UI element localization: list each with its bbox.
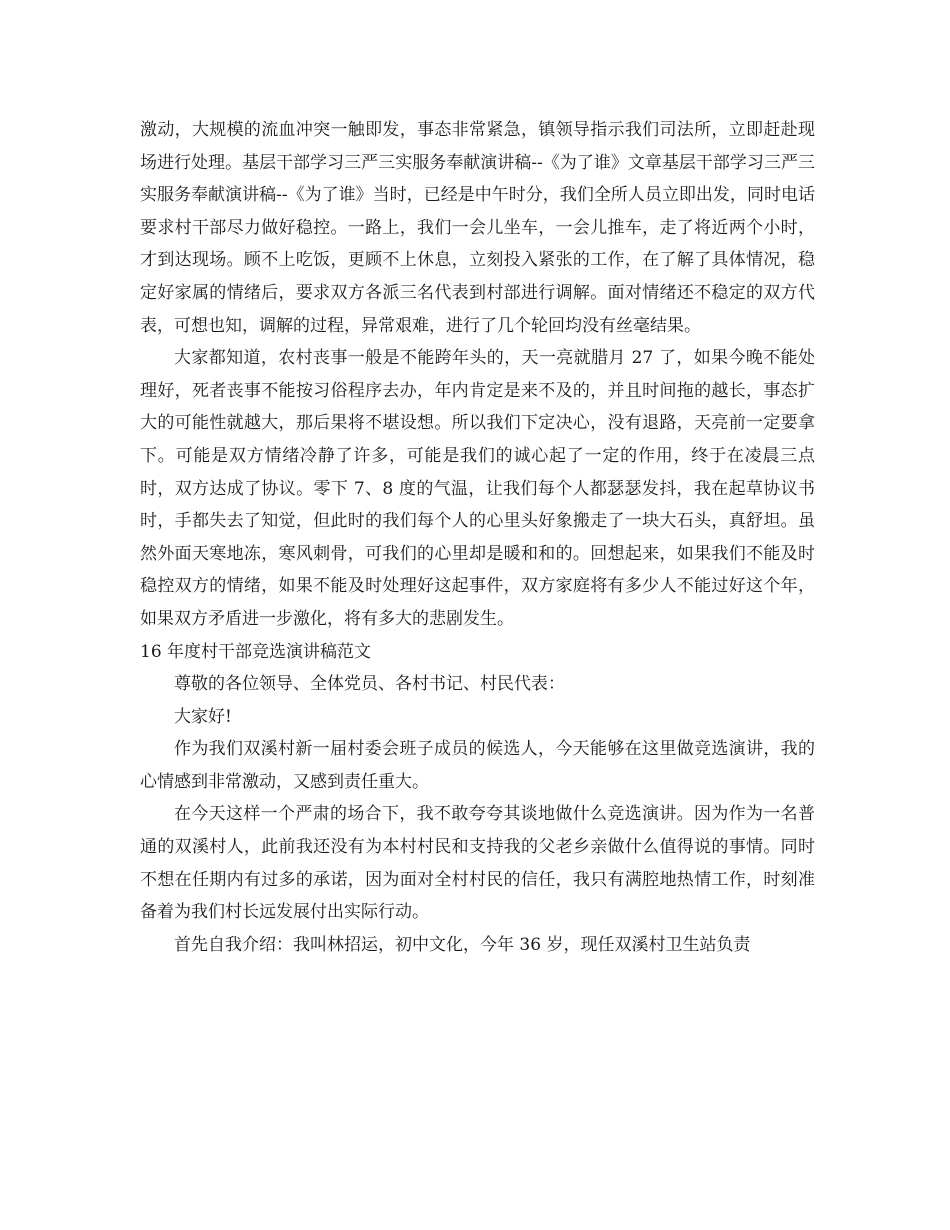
speech-greeting: 大家好!: [174, 706, 232, 727]
speech-paragraph-candidate: 作为我们双溪村新一届村委会班子成员的候选人，今天能够在这里做竞选演讲，我的心情感到非常激动，又感到责任重大。: [140, 739, 815, 792]
paragraph-mediation-account: 激动，大规模的流血冲突一触即发，事态非常紧急，镇领导指示我们司法所，立即赶赴现场进行处理。基层干部学习三严三实服务奉献演讲稿--《为了谁》文章基层干部学习三严三实服务奉献演讲稿--《为了谁》当时，已经是中午时分，我们全所人员立即出发，同时电话要求村干部尽力做好稳控。一路上，我们一会儿坐车，一会儿推车，走了将近两个小时，才到达现场。顾不上吃饭，更顾不上休息，立刻投入紧张的工作，在了解了具体情况，稳定好家属的情绪后，要求双方各派三名代表到村部进行调解。面对情绪还不稳定的双方代表，可想也知，调解的过程，异常艰难，进行了几个轮回均没有丝毫结果。: [140, 120, 815, 336]
paragraph-agreement-reached: 大家都知道，农村丧事一般是不能跨年头的，天一亮就腊月 27 了，如果今晚不能处理好，死者丧事不能按习俗程序去办，年内肯定是来不及的，并且时间拖的越长，事态扩大的可能性就越大，那后果将不堪设想。所以我们下定决心，没有退路，天亮前一定要拿下。可能是双方情绪冷静了许多，可能是我们的诚心起了一定的作用，终于在凌晨三点时，双方达成了协议。零下 7、8 度的气温，让我们每个人都瑟瑟发抖，我在起草协议书时，手都失去了知觉，但此时的我们每个人的心里头好象搬走了一块大石头，真舒坦。虽然外面天寒地冻，寒风刺骨，可我们的心里却是暖和和的。回想起来，如果我们不能及时稳控双方的情绪，如果不能及时处理好这起事件，双方家庭将有多少人不能过好这个年，如果双方矛盾进一步激化，将有多大的悲剧发生。: [140, 348, 815, 629]
speech-salutation: 尊敬的各位领导、全体党员、各村书记、村民代表：: [174, 674, 565, 695]
section-heading: 16 年度村干部竞选演讲稿范文: [140, 641, 372, 662]
speech-paragraph-self-intro: 首先自我介绍：我叫林招运，初中文化，今年 36 岁，现任双溪村卫生站负责: [174, 934, 751, 955]
document-body: [140, 114, 815, 961]
speech-paragraph-humility: 在今天这样一个严肃的场合下，我不敢夸夸其谈地做什么竞选演讲。因为作为一名普通的双溪村人，此前我还没有为本村村民和支持我的父老乡亲做什么值得说的事情。同时不想在任期内有过多的承诺，因为面对全村村民的信任，我只有满腔地热情工作，时刻准备着为我们村长远发展付出实际行动。: [140, 804, 815, 923]
